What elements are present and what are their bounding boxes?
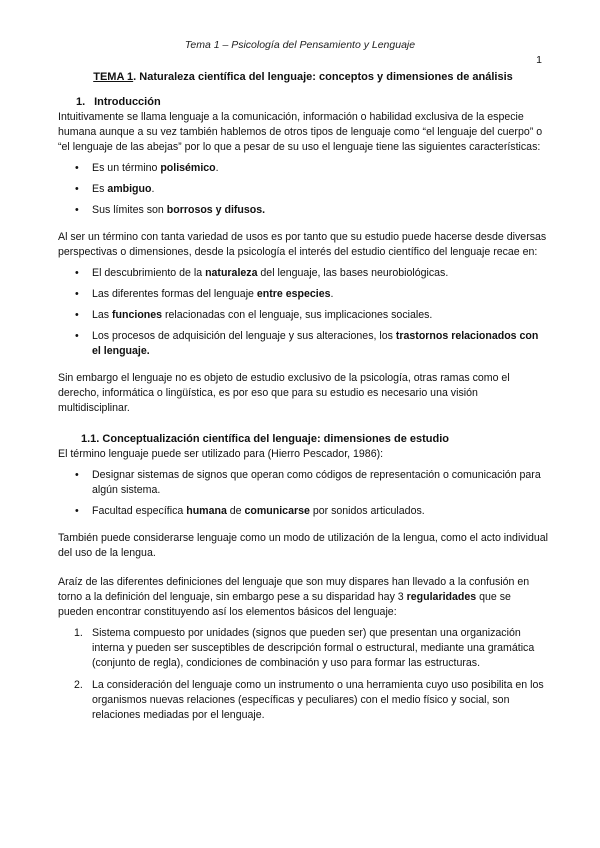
item-bold: entre especies: [256, 288, 331, 300]
item-bold: polisémico: [160, 162, 216, 174]
item-bold: trastornos relacionados con el lenguaje.: [92, 330, 539, 357]
item-bold: ambiguo: [107, 183, 152, 195]
list-item: [58, 161, 548, 176]
paragraph-text: Araíz de las diferentes definiciones del lenguaje que son muy dispares han llevado a la confusión en torno a la definición del lenguaje, sin embargo pese a su disparidad hay 3: [58, 576, 530, 603]
subsection-heading: 1.1. Conceptualización científica del lenguaje: dimensiones de estudio: [81, 433, 449, 445]
item-text: Sistema compuesto por unidades (signos que pueden ser) que presentan una organización interna y pueden ser susceptibles de descripción formal o estructural, mediante una gramática (conjunto de regla), condiciones de combinación y uso para formar las estructuras.: [92, 627, 535, 669]
item-text: .: [215, 162, 219, 174]
running-header: Tema 1 – Psicología del Pensamiento y Lenguaje: [184, 39, 416, 51]
section-number: 1.: [76, 96, 86, 108]
item-bold: comunicarse: [244, 505, 310, 517]
item-number: 2.: [74, 679, 83, 691]
document-body: [58, 70, 548, 730]
document-title: [58, 70, 548, 85]
item-text: .: [330, 288, 334, 300]
list-item: [58, 468, 548, 498]
regularities-paragraph: [58, 575, 548, 620]
paragraph-text: que se pueden encontrar constituyendo así los elementos básicos del lenguaje:: [58, 591, 511, 618]
list-item: [58, 504, 548, 519]
item-text: de: [226, 505, 245, 517]
item-text: por sonidos articulados.: [309, 505, 425, 517]
item-bold: funciones: [112, 309, 163, 321]
item-text: .: [151, 183, 155, 195]
title-label: TEMA 1: [93, 71, 134, 83]
item-bold: borrosos y difusos.: [166, 204, 266, 216]
list-item: [58, 678, 548, 723]
item-text: Es: [92, 183, 108, 195]
item-text: Las diferentes formas del lenguaje: [92, 288, 257, 300]
language-use-paragraph: También puede considerarse lenguaje como un modo de utilización de la lengua, como el acto individual del uso de la lengua.: [58, 532, 548, 559]
intro-paragraph: Intuitivamente se llama lenguaje a la comunicación, información o habilidad exclusiva de la especie humana aunque a su vez también hablemos de otros tipos de lenguaje como “el lenguaje del cuerpo” o “el lenguaje de las abejas” por lo que a pesar de su uso el lenguaje tiene las siguientes características:: [58, 111, 543, 153]
item-text: del lenguaje, las bases neurobiológicas.: [257, 267, 449, 279]
paragraph-bold: regularidades: [406, 591, 477, 603]
list-item: [58, 203, 548, 218]
item-text: Es un término: [92, 162, 161, 174]
item-text: Facultad específica: [92, 505, 187, 517]
perspectives-list: [58, 266, 548, 359]
item-text: La consideración del lenguaje como un instrumento o una herramienta cuyo uso posibilita en los organismos nuevas relaciones (específicas y peculiares) con el medio físico y social, son relaciones mediadas por el lenguaje.: [92, 679, 544, 721]
list-item: [58, 626, 548, 671]
list-item: [58, 308, 548, 323]
list-item: [58, 266, 548, 281]
section-heading-introduccion: [58, 95, 548, 110]
title-text: . Naturaleza científica del lenguaje: conceptos y dimensiones de análisis: [133, 71, 513, 83]
item-text: Las: [92, 309, 113, 321]
multidisciplinary-paragraph: Sin embargo el lenguaje no es objeto de estudio exclusivo de la psicología, otras ramas como el derecho, informática o lingüística, es por eso que para su estudio es necesario una visión multidisciplinar.: [58, 372, 510, 414]
item-number: 1.: [74, 627, 83, 639]
basic-elements-list: [58, 626, 548, 723]
item-text: Designar sistemas de signos que operan como códigos de representación o comunicación para algún sistema.: [92, 469, 541, 496]
item-text: Sus límites son: [92, 204, 167, 216]
list-item: [58, 182, 548, 197]
list-item: [58, 287, 548, 302]
list-item: [58, 329, 548, 359]
item-text: El descubrimiento de la: [92, 267, 206, 279]
item-text: relacionadas con el lenguaje, sus implicaciones sociales.: [162, 309, 433, 321]
uses-list: [58, 468, 548, 519]
item-text: Los procesos de adquisición del lenguaje y sus alteraciones, los: [92, 330, 396, 342]
section-title: Introducción: [94, 96, 161, 108]
item-bold: humana: [186, 505, 227, 517]
characteristics-list: [58, 161, 548, 218]
uses-intro-paragraph: El término lenguaje puede ser utilizado para (Hierro Pescador, 1986):: [58, 448, 384, 460]
perspectives-paragraph: Al ser un término con tanta variedad de usos es por tanto que su estudio puede hacerse desde diversas perspectivas o dimensiones, desde la psicología el interés del estudio científico del lenguaje recae en:: [58, 231, 547, 258]
page-number: 1: [536, 54, 542, 66]
item-bold: naturaleza: [205, 267, 258, 279]
